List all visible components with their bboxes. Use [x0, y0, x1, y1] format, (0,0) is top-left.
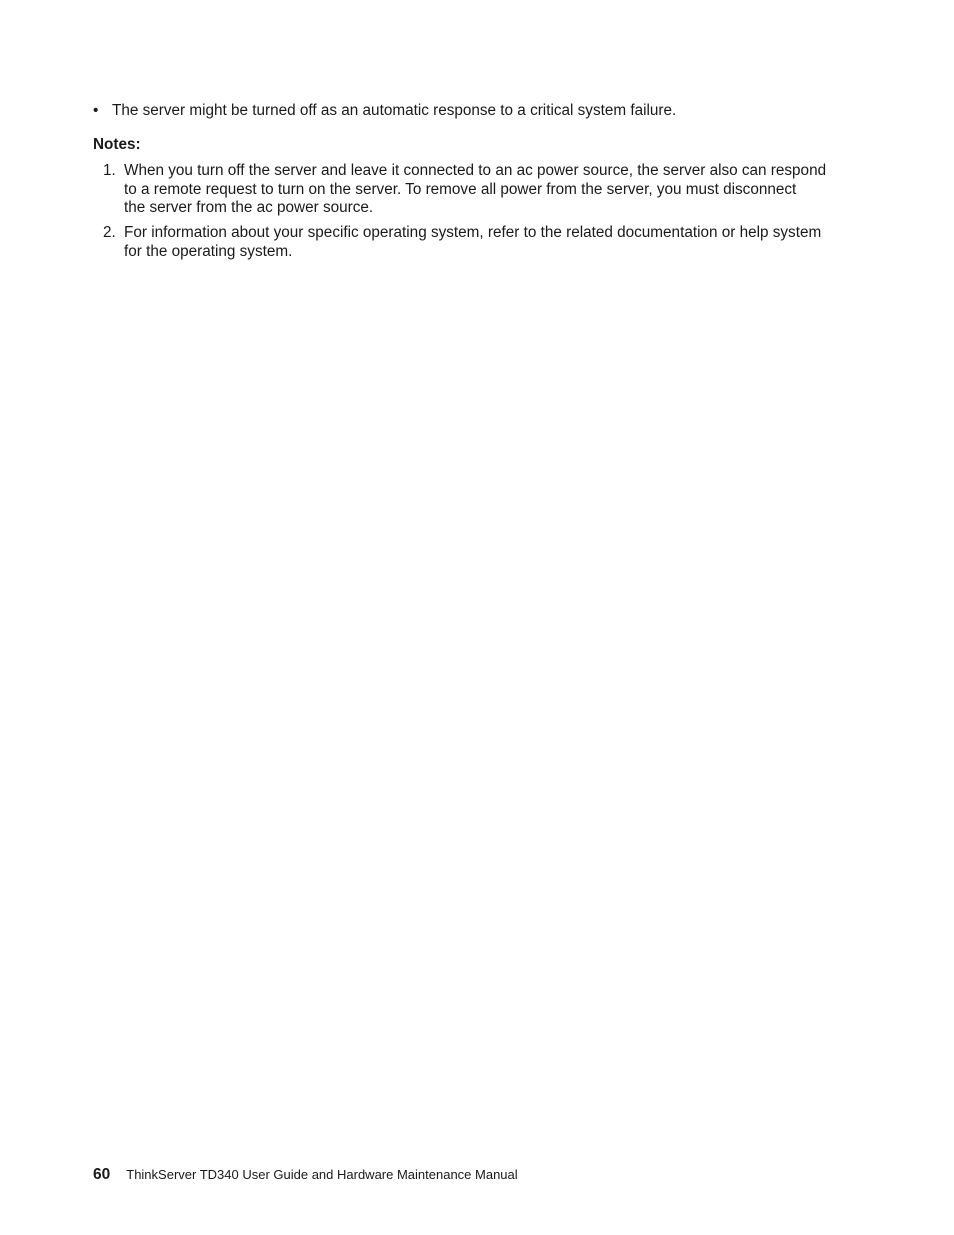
note-number: 2.	[103, 224, 116, 242]
page-footer	[93, 1165, 518, 1185]
notes-heading: Notes:	[93, 136, 141, 153]
note-item-1	[93, 162, 853, 218]
document-title: ThinkServer TD340 User Guide and Hardware Maintenance Manual	[126, 1167, 518, 1182]
note-line: When you turn off the server and leave it connected to an ac power source, the server also can respond	[124, 162, 827, 179]
note-line: to a remote request to turn on the server. To remove all power from the server, you must disconnect	[124, 180, 797, 198]
page-number: 60	[93, 1166, 111, 1183]
bullet-text: The server might be turned off as an automatic response to a critical system failure.	[112, 102, 677, 119]
note-line: the server from the ac power source.	[124, 199, 374, 217]
note-line: For information about your specific operating system, refer to the related documentation or help system	[124, 224, 822, 242]
notes-list	[93, 162, 853, 268]
note-item-2	[93, 224, 853, 261]
note-number: 1.	[103, 162, 116, 179]
bullet-mark: •	[93, 102, 99, 119]
note-line: for the operating system.	[124, 242, 293, 260]
